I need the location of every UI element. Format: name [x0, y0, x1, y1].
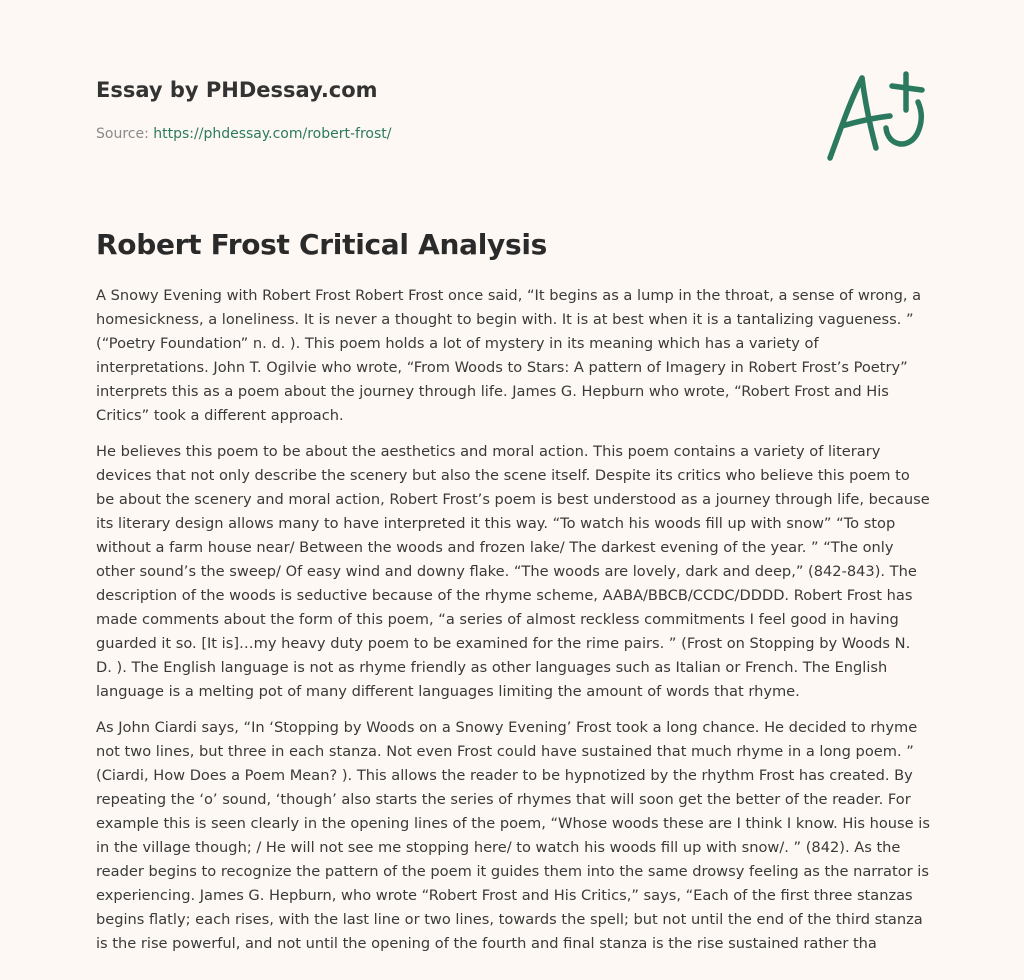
a-plus-logo-icon [820, 66, 930, 166]
source-label: Source: [96, 126, 149, 142]
source-link[interactable]: https://phdessay.com/robert-frost/ [153, 126, 392, 142]
article-paragraph: He believes this poem to be about the aesthetics and moral action. This poem contains a variety of literary devices that not only describe the scenery but also the scene itself. Despite its critics who believe this poem to be about the scenery and moral action, Robert Frost’s poem is best understood as a journey through life, because its literary design allows many to have interpreted it this way. “To watch his woods fill up with snow” “To stop without a farm house near/ Between the woods and frozen lake/ The darkest evening of the year. ” “The only other sound’s the sweep/ Of easy wind and downy flake. “The woods are lovely, dark and deep,” (842-843). The description of the woods is seductive because of the rhyme scheme, AABA/BBCB/CCDC/DDDD. Robert Frost has made comments about the form of this poem, “a series of almost reckless commitments I feel good in having guarded it so. [It is]…my heavy duty poem to be examined for the rime pairs. ” (Frost on Stopping by Woods N. D. ). The English language is not as rhyme friendly as other languages such as Italian or French. The English language is a melting pot of many different languages limiting the amount of words that rhyme. [96, 443, 930, 700]
article [96, 226, 930, 968]
site-title: Essay by PHDessay.com [96, 78, 378, 102]
article-paragraph: As John Ciardi says, “In ‘Stopping by Woods on a Snowy Evening’ Frost took a long chance. He decided to rhyme not two lines, but three in each stanza. Not even Frost could have sustained that much rhyme in a long poem. ” (Ciardi, How Does a Poem Mean? ). This allows the reader to be hypnotized by the rhythm Frost has created. By repeating the ‘o’ sound, ‘though’ also starts the series of rhymes that will soon get the better of the reader. For example this is seen clearly in the opening lines of the poem, “Whose woods these are I think I know. His house is in the village though; / He will not see me stopping here/ to watch his woods fill up with snow/. ” (842). As the reader begins to recognize the pattern of the poem it guides them into the same drowsy feeling as the narrator is experiencing. James G. Hepburn, who wrote “Robert Frost and His Critics,” says, “Each of the first three stanzas begins flatly; each rises, with the last line or two lines, towards the spell; but not until the end of the third stanza is the rise powerful, and not until the opening of the fourth and final stanza is the rise sustained rather tha [96, 719, 930, 952]
source-line [96, 124, 796, 144]
page-header [96, 76, 796, 144]
article-paragraph: A Snowy Evening with Robert Frost Robert Frost once said, “It begins as a lump in the throat, a sense of wrong, a homesickness, a loneliness. It is never a thought to begin with. It is at best when it is a tantalizing vagueness. ” (“Poetry Foundation” n. d. ). This poem holds a lot of mystery in its meaning which has a variety of interpretations. John T. Ogilvie who wrote, “From Woods to Stars: A pattern of Imagery in Robert Frost’s Poetry” interprets this as a poem about the journey through life. James G. Hepburn who wrote, “Robert Frost and His Critics” took a different approach. [96, 287, 922, 424]
article-title: Robert Frost Critical Analysis [96, 228, 548, 261]
